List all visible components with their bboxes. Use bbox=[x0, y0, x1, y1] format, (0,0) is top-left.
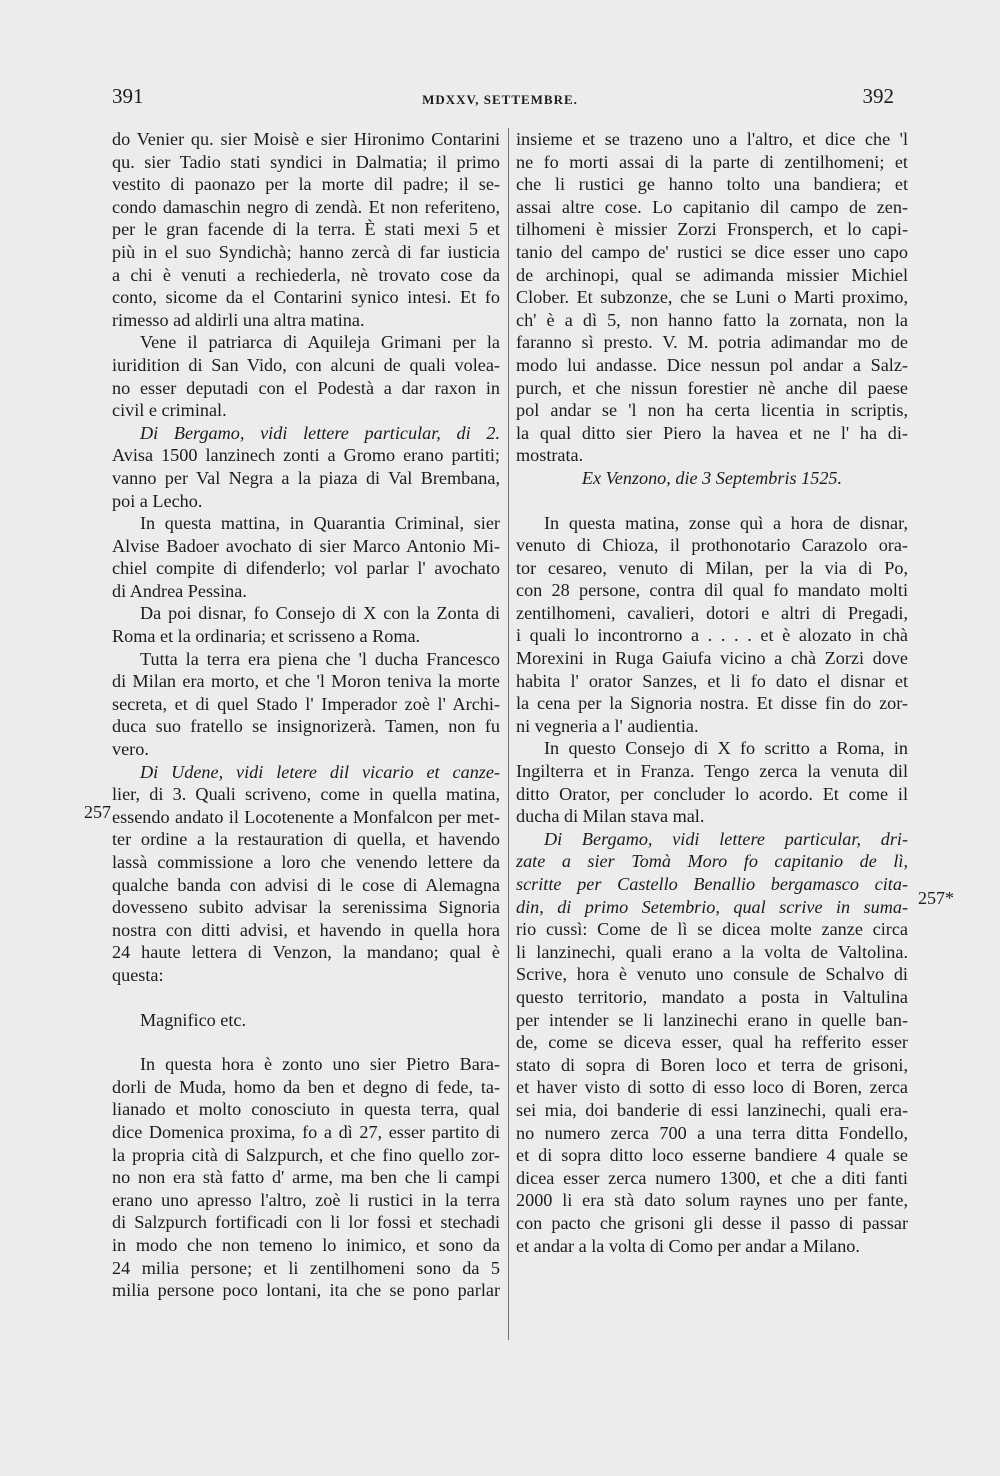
text-line: ducha di Milan stava mal. bbox=[516, 806, 705, 827]
text-line: Di Bergamo, vidi lettere particular, di 2. bbox=[140, 422, 500, 443]
text-line: dice Domenica proxima, fo a dì 27, esser partito di bbox=[112, 1121, 500, 1142]
text-line: Di Udene, vidi letere dil vicario et canze- bbox=[140, 761, 500, 782]
text-line: in modo che non temeno lo inimico, et sono da bbox=[112, 1234, 500, 1255]
text-line: ter ordine a la restauration di quella, et havendo bbox=[112, 829, 500, 850]
text-line: Di Bergamo, vidi lettere particular, dri- bbox=[544, 828, 908, 849]
text-line: In questa hora è zonto uno sier Pietro Bara- bbox=[140, 1054, 500, 1075]
text-line: vero. bbox=[112, 739, 149, 760]
text-line: la qual ditto sier Piero la havea et ne l' ha di- bbox=[516, 422, 908, 443]
text-line: de, come se diceva esser, qual ha refferito esser bbox=[516, 1032, 908, 1053]
text-line: conto, sicome da el Contarini synico intesi. Et fo bbox=[112, 287, 500, 308]
text-line: condo damaschin negro di zendà. Et non referiteno, bbox=[112, 196, 500, 217]
text-line: milia persone poco lontani, ita che se pono parlar bbox=[112, 1280, 500, 1301]
text-line: 24 milia persone; et li zentilhomeni sono da 5 bbox=[112, 1257, 500, 1278]
text-line: con 28 persone, contra dil qual fo mandato molti bbox=[516, 580, 908, 601]
text-line: ditto Orator, per concluder lo acordo. Et come il bbox=[516, 783, 908, 804]
text-line: Morexini in Ruga Gaiufa vicino a chà Zorzi dove bbox=[516, 648, 908, 669]
text-line: et andar a la volta di Como per andar a Milano. bbox=[516, 1235, 860, 1256]
text-line: per intender se li lanzinechi erano in quelle ban- bbox=[516, 1009, 908, 1030]
text-line: Vene il patriarca di Aquileja Grimani per la bbox=[140, 332, 500, 353]
text-line: secreta, et di quel Stado l' Imperador zoè l' Archi- bbox=[112, 693, 500, 714]
text-line: lianado et molto conosciuto in questa terra, qual bbox=[112, 1099, 500, 1120]
text-line: di Salzpurch fortificadi con li lor fossi et stechadi bbox=[112, 1212, 500, 1233]
text-line: con pacto che grisoni gli desse il passo di passar bbox=[516, 1212, 908, 1233]
text-line: dovesseno subito advisar la serenissima Signoria bbox=[112, 897, 500, 918]
text-line: Clober. Et subzonze, che se Luni o Marti proximo, bbox=[516, 287, 908, 308]
text-line: di Andrea Pessina. bbox=[112, 580, 247, 601]
text-line: 2000 li era stà dato solum raynes uno per fante, bbox=[516, 1190, 908, 1211]
text-line: ne fo morti assai di la parte di zentilhomeni; et bbox=[516, 151, 908, 172]
running-title: MDXXV, SETTEMBRE. bbox=[422, 92, 578, 107]
text-line: assai altre cose. Lo capitanio dil campo de zen- bbox=[516, 196, 908, 217]
text-line: sei mia, doi banderie di essi lanzinechi, quali era- bbox=[516, 1099, 908, 1120]
text-line: tilhomeni è missier Zorzi Fronsperch, et lo capi- bbox=[516, 219, 908, 240]
text-line: zate a sier Tomà Moro fo capitanio de lì, bbox=[516, 851, 908, 872]
text-line: no numero zerca 700 a una terra ditta Fondello, bbox=[516, 1122, 908, 1143]
column-divider bbox=[508, 128, 509, 1340]
text-line: vestito di paonazo per la morte dil padre; il se- bbox=[112, 174, 500, 195]
right-page-number: 392 bbox=[862, 84, 894, 108]
text-line: In questa mattina, in Quarantia Criminal, sier bbox=[140, 513, 500, 534]
text-line: dorli de Muda, homo da ben et degno di fede, ta- bbox=[112, 1076, 500, 1097]
text-line: dicea esser zerca numero 1300, et che a diti fanti bbox=[516, 1167, 908, 1188]
paragraph-gap bbox=[112, 987, 500, 1009]
text-line: duca suo fratello se insignorizerà. Tamen, non fu bbox=[112, 716, 500, 737]
text-line: no esser deputadi con el Podestà a dar raxon in bbox=[112, 377, 500, 398]
text-line: vanno per Val Negra a la piaza di Val Brembana, bbox=[112, 467, 500, 488]
text-line: ch' è a dì 5, non hanno fatto la zornata, non la bbox=[516, 309, 908, 330]
text-line: civil e criminal. bbox=[112, 400, 227, 421]
text-line: stato di sopra di Boren loco et terra de grisoni, bbox=[516, 1054, 908, 1075]
text-line: et di sopra ditto loco esserne bandiere 4 quale se bbox=[516, 1145, 908, 1166]
left-text-column bbox=[112, 128, 500, 1302]
text-line: ni vegneria a l' audientia. bbox=[516, 715, 699, 736]
text-line: chiel compite di difenderlo; vol parlar l' avochato bbox=[112, 558, 500, 579]
text-line: erano uno apresso l'altro, zoè li rustici in la terra bbox=[112, 1189, 500, 1210]
text-line: nostra con ditti advisi, et havendo in quella hora bbox=[112, 919, 500, 940]
text-line: più in el suo Syndichà; hanno zercà di far iusticia bbox=[112, 241, 500, 262]
margin-note-left: 257 bbox=[84, 802, 111, 822]
text-line: insieme et se trazeno uno a l'altro, et dice che 'l bbox=[516, 129, 908, 149]
text-line: din, di primo Setembrio, qual scrive in suma- bbox=[516, 896, 908, 917]
text-line: de archinopi, qual se adimanda missier Michiel bbox=[516, 264, 908, 285]
text-line: i quali lo incontrorno a . . . . et è alozato in chà bbox=[516, 625, 908, 646]
paragraph-gap bbox=[516, 490, 908, 512]
text-line: scritte per Castello Benallio bergamasco cita- bbox=[516, 874, 908, 894]
text-line: qu. sier Tadio stati syndici in Dalmatia; il primo bbox=[112, 151, 500, 172]
text-line: Roma et la ordinaria; et scrisseno a Roma. bbox=[112, 626, 421, 647]
text-line: tor cesareo, venuto di Milan, per la via di Po, bbox=[516, 557, 908, 578]
text-line: Ex Venzono, die 3 Septembris 1525. bbox=[581, 467, 843, 488]
text-line: rimesso ad aldirli una altra matina. bbox=[112, 309, 365, 330]
text-line: che li rustici ge hanno tolto una bandiera; et bbox=[516, 174, 908, 195]
text-line: Scrive, hora è venuto uno consule de Schalvo di bbox=[516, 964, 908, 985]
text-line: habita l' orator Sanzes, et li fo dato el disnar et bbox=[516, 670, 908, 691]
paragraph-gap bbox=[112, 1031, 500, 1053]
text-line: Magnifico etc. bbox=[140, 1009, 247, 1030]
text-line: 24 haute lettera di Venzon, la mandano; qual è bbox=[112, 942, 500, 963]
text-line: Da poi disnar, fo Consejo di X con la Zonta di bbox=[140, 603, 500, 624]
text-line: Alvise Badoer avochato di sier Marco Antonio Mi- bbox=[112, 535, 500, 556]
text-line: modo lui andasse. Dice nessun pol andar a Salz- bbox=[516, 354, 908, 375]
text-line: do Venier qu. sier Moisè e sier Hironimo Contarini bbox=[112, 129, 500, 149]
text-line: rio cussì: Come de lì se dicea molte zanze circa bbox=[516, 919, 908, 940]
text-line: purch, et che nissun forestier nè anche dil paese bbox=[516, 377, 908, 398]
text-line: essendo andato il Locotenente a Monfalcon per met- bbox=[112, 806, 500, 827]
text-line: iuridition di San Vido, con alcuni de quali volea- bbox=[112, 354, 500, 375]
text-line: di Milan era morto, et che 'l Moron teniva la morte bbox=[112, 671, 500, 692]
text-line: zentilhomeni, cavalieri, dotori e altri di Pregadi, bbox=[516, 602, 908, 623]
text-line: poi a Lecho. bbox=[112, 490, 203, 511]
text-line: tanio del campo de' rustici se dice esser uno capo bbox=[516, 241, 908, 262]
text-line: Tutta la terra era piena che 'l ducha Francesco bbox=[140, 648, 500, 669]
text-line: la propria cità di Salzpurch, et che fino quello zor- bbox=[112, 1144, 500, 1165]
text-line: no non era stà fatto d' arme, ma ben che li campi bbox=[112, 1167, 500, 1188]
margin-note-right: 257* bbox=[918, 888, 954, 908]
text-line: per le gran facende di la terra. È stati mexi 5 et bbox=[112, 219, 500, 240]
text-line: Avisa 1500 lanzinech zonti a Gromo erano partiti; bbox=[112, 445, 500, 466]
text-line: questa: bbox=[112, 964, 164, 985]
text-line: lier, di 3. Quali scriveno, come in quella matina, bbox=[112, 784, 500, 805]
text-line: la cena per la Signoria nostra. Et disse fin do zor- bbox=[516, 693, 908, 714]
text-line: et haver visto di sotto di esso loco di Boren, zerca bbox=[516, 1077, 908, 1098]
right-text-column bbox=[516, 128, 908, 1257]
text-line: faranno sì presto. V. M. potria adimandar mo de bbox=[516, 332, 908, 353]
text-line: a chi è venuti a rechiederla, nè trovato cose da bbox=[112, 264, 500, 285]
text-line: In questa matina, zonse quì a hora de disnar, bbox=[544, 512, 908, 533]
text-line: In questo Consejo di X fo scritto a Roma, in bbox=[544, 738, 908, 759]
text-line: questo territorio, mandato a posta in Valtulina bbox=[516, 986, 908, 1007]
left-page-number: 391 bbox=[112, 84, 144, 108]
text-line: qualche banda con advisi di le cose di Alemagna bbox=[112, 874, 500, 895]
text-line: pol andar se 'l non ha certa licentia in scriptis, bbox=[516, 400, 908, 421]
text-line: lassà commissione a loro che venendo lettere da bbox=[112, 852, 500, 872]
text-line: li lanzinechi, quali erano a la volta de Valtolina. bbox=[516, 941, 908, 962]
text-line: mostrata. bbox=[516, 445, 584, 466]
text-line: Ingilterra et in Franza. Tengo zerca la venuta dil bbox=[516, 761, 908, 782]
text-line: venuto di Chioza, il prothonotario Carazolo ora- bbox=[516, 535, 908, 556]
